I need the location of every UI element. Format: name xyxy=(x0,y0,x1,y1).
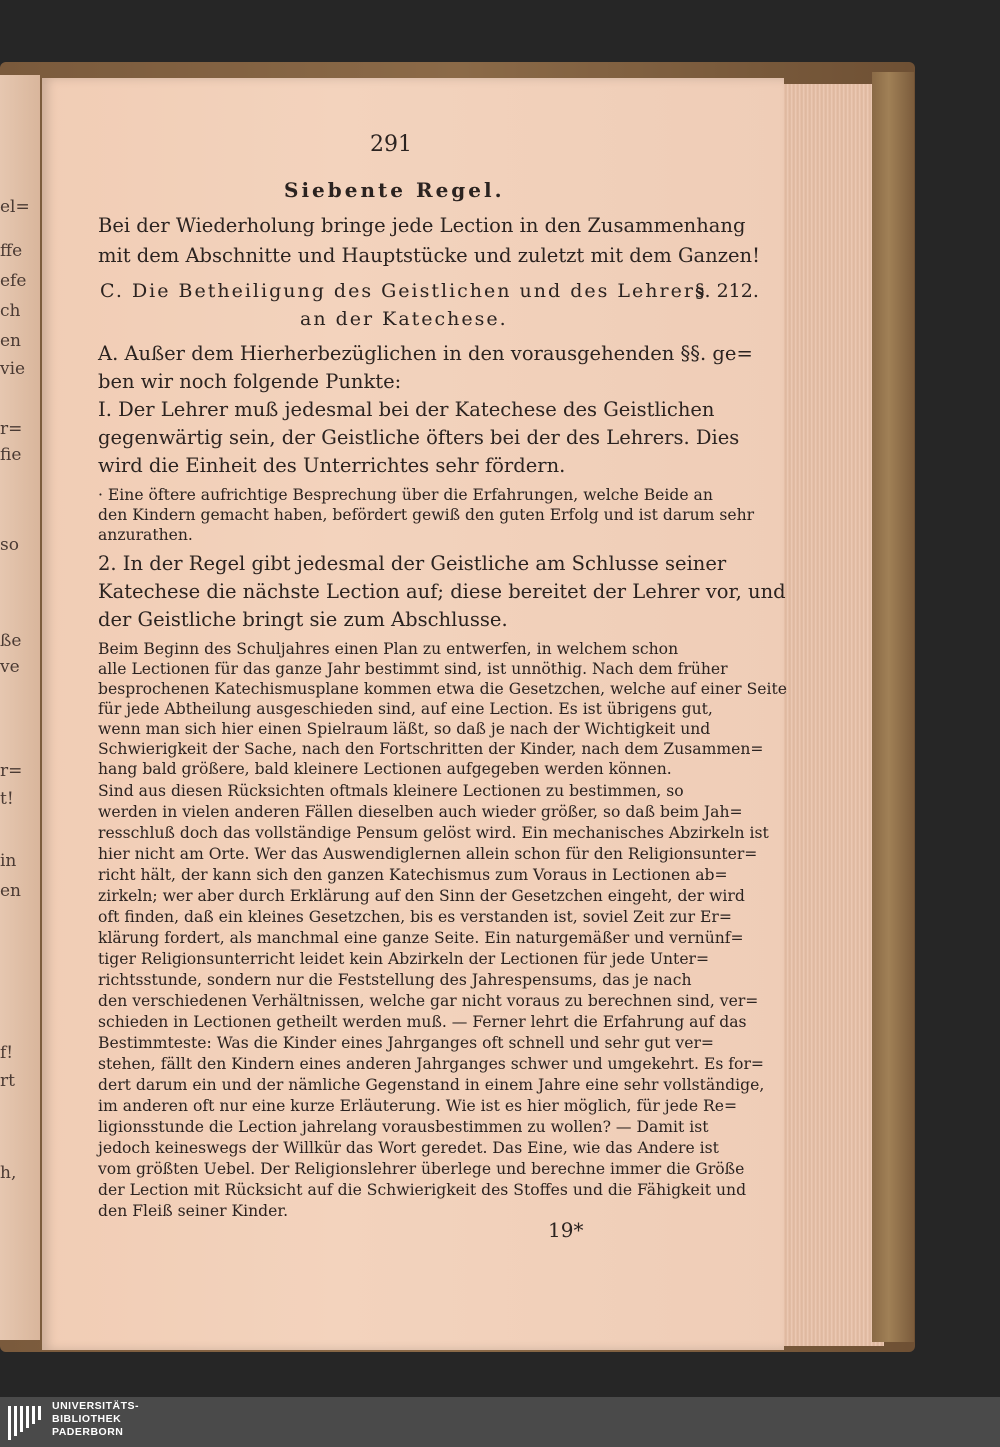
small-text-line: hang bald größere, bald kleinere Lectionen aufgegeben werden können. xyxy=(98,760,672,778)
small-text-line: schieden in Lectionen getheilt werden muß. — Ferner lehrt die Erfahrung auf das xyxy=(98,1013,747,1031)
left-page xyxy=(0,75,40,1340)
small-text-line: jedoch keineswegs der Willkür das Wort geredet. Das Eine, wie das Andere ist xyxy=(98,1139,719,1157)
small-text-line: vom größten Uebel. Der Religionslehrer überlege und berechne immer die Größe xyxy=(98,1160,745,1178)
page-number: 291 xyxy=(370,132,412,157)
small-text-line: Beim Beginn des Schuljahres einen Plan zu entwerfen, in welchem schon xyxy=(98,640,679,658)
signature-mark: 19* xyxy=(548,1218,584,1242)
text-line: mit dem Abschnitte und Hauptstücke und zuletzt mit dem Ganzen! xyxy=(98,244,760,267)
left-fragment: en xyxy=(0,881,22,901)
small-text-line: oft finden, daß ein kleines Gesetzchen, bis es verstanden ist, soviel Zeit zur Er= xyxy=(98,908,732,926)
text-line: A. Außer dem Hierherbezüglichen in den vorausgehenden §§. ge= xyxy=(98,342,753,365)
page-heading: Siebente Regel. xyxy=(284,178,505,202)
small-text-line: tiger Religionsunterricht leidet kein Abzirkeln der Lectionen für jede Unter= xyxy=(98,950,710,968)
library-name-line2: BIBLIOTHEK xyxy=(52,1413,122,1425)
small-text-line: den verschiedenen Verhältnissen, welche gar nicht voraus zu berechnen sind, ver= xyxy=(98,992,759,1010)
text-line: 2. In der Regel gibt jedesmal der Geistliche am Schlusse seiner xyxy=(98,552,727,575)
library-logo-icon xyxy=(6,1402,46,1444)
small-text-line: Bestimmteste: Was die Kinder eines Jahrganges oft schnell und sehr gut ver= xyxy=(98,1034,714,1052)
small-text-line: Schwierigkeit der Sache, nach den Fortschritten der Kinder, nach dem Zusammen= xyxy=(98,740,764,758)
page-edges xyxy=(784,84,884,1346)
left-fragment: efe xyxy=(0,271,27,291)
text-line: Katechese die nächste Lection auf; diese bereitet der Lehrer vor, und xyxy=(98,580,786,603)
small-text-line: anzurathen. xyxy=(98,526,193,544)
small-text-line: der Lection mit Rücksicht auf die Schwierigkeit des Stoffes und die Fähigkeit und xyxy=(98,1181,747,1199)
library-name-line1: UNIVERSITÄTS- xyxy=(52,1400,140,1412)
small-text-line: für jede Abtheilung ausgeschieden sind, auf eine Lection. Es ist übrigens gut, xyxy=(98,700,713,718)
text-line: Bei der Wiederholung bringe jede Lection in den Zusammenhang xyxy=(98,214,746,237)
left-fragment: so xyxy=(0,535,19,555)
small-text-line: besprochenen Katechismusplane kommen etwa die Gesetzchen, welche auf einer Seite xyxy=(98,680,787,698)
left-fragment: h, xyxy=(0,1163,17,1183)
text-line: gegenwärtig sein, der Geistliche öfters bei der des Lehrers. Dies xyxy=(98,426,740,449)
text-line: wird die Einheit des Unterrichtes sehr fördern. xyxy=(98,454,566,477)
small-text-line: richtsstunde, sondern nur die Feststellung des Jahrespensums, das je nach xyxy=(98,971,692,989)
text-line: I. Der Lehrer muß jedesmal bei der Katechese des Geistlichen xyxy=(98,398,715,421)
small-text-line: wenn man sich hier einen Spielraum läßt, so daß je nach der Wichtigkeit und xyxy=(98,720,711,738)
left-fragment: el= xyxy=(0,197,30,217)
cover-spine-edge xyxy=(872,72,914,1342)
text-line: der Geistliche bringt sie zum Abschlusse. xyxy=(98,608,508,631)
section-heading: C. Die Betheiligung des Geistlichen und des Lehrers xyxy=(100,280,707,302)
left-fragment: t! xyxy=(0,789,14,809)
small-text-line: hier nicht am Orte. Wer das Auswendiglernen allein schon für den Religionsunter= xyxy=(98,845,758,863)
left-fragment: ch xyxy=(0,301,21,321)
small-text-line: werden in vielen anderen Fällen dieselben auch wieder größer, so daß beim Jah= xyxy=(98,803,743,821)
small-text-line: richt hält, der kann sich den ganzen Katechismus zum Voraus in Lectionen ab= xyxy=(98,866,728,884)
left-fragment: r= xyxy=(0,761,23,781)
left-fragment: fie xyxy=(0,445,22,465)
left-fragment: ve xyxy=(0,657,20,677)
left-fragment: en xyxy=(0,331,22,351)
paragraph-number: §. 212. xyxy=(695,280,759,302)
small-text-line: zirkeln; wer aber durch Erklärung auf den Sinn der Gesetzchen eingeht, der wird xyxy=(98,887,745,905)
left-fragment: vie xyxy=(0,359,26,379)
left-fragment: ße xyxy=(0,631,22,651)
small-text-line: ligionsstunde die Lection jahrelang vorausbestimmen zu wollen? — Damit ist xyxy=(98,1118,709,1136)
text-line: ben wir noch folgende Punkte: xyxy=(98,370,402,393)
small-text-line: im anderen oft nur eine kurze Erläuterung. Wie ist es hier möglich, für jede Re= xyxy=(98,1097,738,1115)
library-name-line3: PADERBORN xyxy=(52,1426,124,1438)
small-text-line: dert darum ein und der nämliche Gegenstand in einem Jahre eine sehr vollständige, xyxy=(98,1076,765,1094)
left-fragment: f! xyxy=(0,1043,14,1063)
left-fragment: ffe xyxy=(0,241,23,261)
small-text-line: stehen, fällt den Kindern eines anderen Jahrganges schwer und umgekehrt. Es for= xyxy=(98,1055,764,1073)
small-text-line: · Eine öftere aufrichtige Besprechung über die Erfahrungen, welche Beide an xyxy=(98,486,713,504)
small-text-line: den Kindern gemacht haben, befördert gewiß den guten Erfolg und ist darum sehr xyxy=(98,506,755,524)
small-text-line: klärung fordert, als manchmal eine ganze Seite. Ein naturgemäßer und vernünf= xyxy=(98,929,744,947)
left-fragment: in xyxy=(0,851,17,871)
small-text-line: resschluß doch das vollständige Pensum gelöst wird. Ein mechanisches Abzirkeln ist xyxy=(98,824,769,842)
small-text-line: alle Lectionen für das ganze Jahr bestimmt sind, ist unnöthig. Nach dem früher xyxy=(98,660,728,678)
library-footer-bar xyxy=(0,1397,1000,1447)
left-fragment: r= xyxy=(0,419,23,439)
section-heading-continued: an der Katechese. xyxy=(300,308,508,330)
small-text-line: den Fleiß seiner Kinder. xyxy=(98,1202,289,1220)
left-fragment: rt xyxy=(0,1071,15,1091)
small-text-line: Sind aus diesen Rücksichten oftmals kleinere Lectionen zu bestimmen, so xyxy=(98,782,684,800)
